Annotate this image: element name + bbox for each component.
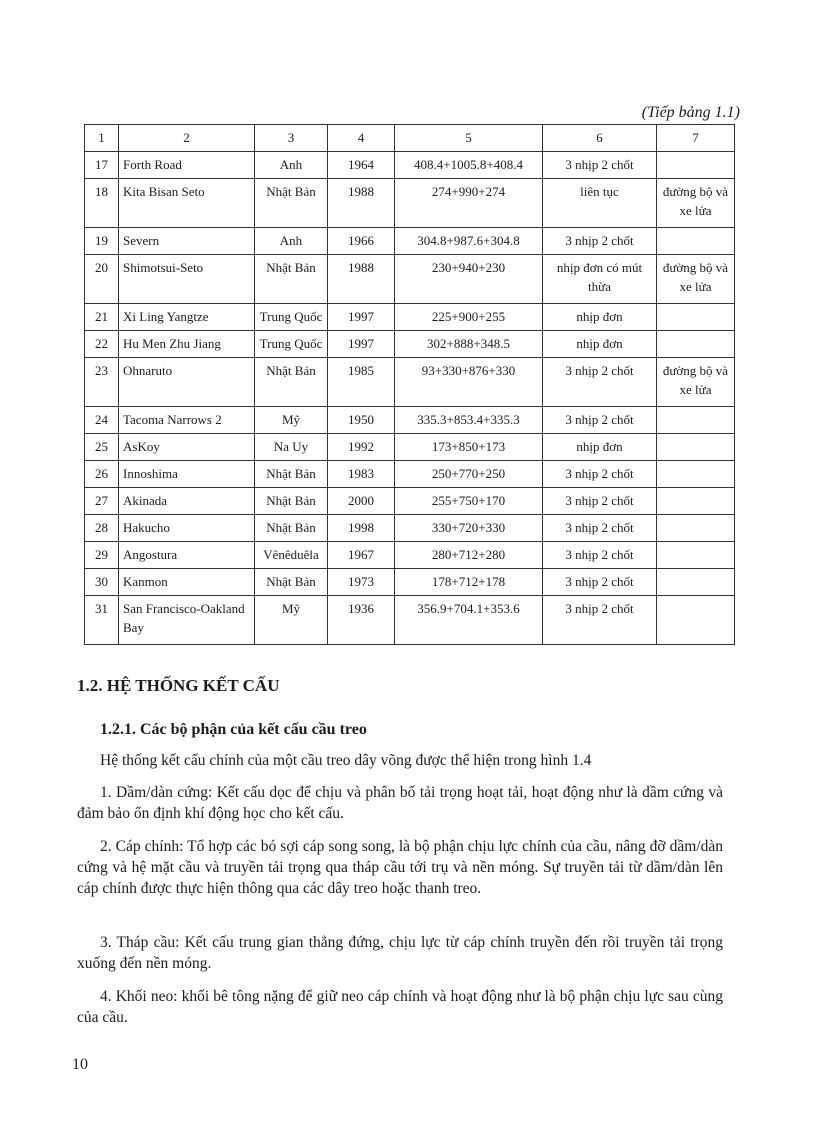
structural-type-cell: nhịp đơn có mút thừa <box>543 255 657 304</box>
usage-note-cell <box>657 569 735 596</box>
structural-type-cell: nhịp đơn <box>543 304 657 331</box>
country-cell: Trung Quốc <box>255 331 328 358</box>
year-cell: 2000 <box>328 488 395 515</box>
row-index-cell: 21 <box>85 304 119 331</box>
structural-type-cell: 3 nhịp 2 chốt <box>543 596 657 645</box>
country-cell: Mỹ <box>255 596 328 645</box>
country-cell: Anh <box>255 152 328 179</box>
paragraph-anchorage: 4. Khối neo: khối bê tông nặng để giữ neo cáp chính và hoạt động như là bộ phận chịu lực sau cùng của cầu. <box>77 988 723 1026</box>
year-cell: 1950 <box>328 407 395 434</box>
row-index-cell: 29 <box>85 542 119 569</box>
year-cell: 1997 <box>328 304 395 331</box>
year-cell: 1998 <box>328 515 395 542</box>
usage-note-cell <box>657 331 735 358</box>
country-cell: Mỹ <box>255 407 328 434</box>
usage-note-cell <box>657 542 735 569</box>
span-lengths-cell: 330+720+330 <box>395 515 543 542</box>
table-row <box>85 569 735 596</box>
row-index-cell: 17 <box>85 152 119 179</box>
year-cell: 1988 <box>328 179 395 228</box>
bridge-name-cell: Kita Bisan Seto <box>119 179 255 228</box>
table-row <box>85 542 735 569</box>
span-lengths-cell: 280+712+280 <box>395 542 543 569</box>
span-lengths-cell: 225+900+255 <box>395 304 543 331</box>
country-cell: Nhật Bản <box>255 569 328 596</box>
bridge-name-cell: Forth Road <box>119 152 255 179</box>
bridge-name-cell: Kanmon <box>119 569 255 596</box>
header-cell: 6 <box>543 125 657 152</box>
span-lengths-cell: 274+990+274 <box>395 179 543 228</box>
table-row <box>85 596 735 645</box>
span-lengths-cell: 304.8+987.6+304.8 <box>395 228 543 255</box>
bridge-name-cell: Angostura <box>119 542 255 569</box>
header-cell: 7 <box>657 125 735 152</box>
country-cell: Trung Quốc <box>255 304 328 331</box>
year-cell: 1936 <box>328 596 395 645</box>
row-index-cell: 28 <box>85 515 119 542</box>
header-cell: 4 <box>328 125 395 152</box>
structural-type-cell: 3 nhịp 2 chốt <box>543 407 657 434</box>
bridge-name-cell: Shimotsui-Seto <box>119 255 255 304</box>
row-index-cell: 31 <box>85 596 119 645</box>
year-cell: 1973 <box>328 569 395 596</box>
bridge-name-cell: Severn <box>119 228 255 255</box>
bridges-table <box>84 124 735 645</box>
header-cell: 3 <box>255 125 328 152</box>
bridge-name-cell: Innoshima <box>119 461 255 488</box>
table-row <box>85 331 735 358</box>
year-cell: 1966 <box>328 228 395 255</box>
subsection-heading: 1.2.1. Các bộ phận của kết cấu cầu treo <box>100 721 367 738</box>
header-cell: 2 <box>119 125 255 152</box>
row-index-cell: 25 <box>85 434 119 461</box>
country-cell: Nhật Bản <box>255 179 328 228</box>
usage-note-cell: đường bộ và xe lửa <box>657 179 735 228</box>
usage-note-cell <box>657 488 735 515</box>
paragraph-tower: 3. Tháp cầu: Kết cấu trung gian thẳng đứng, chịu lực từ cáp chính truyền đến rồi truyền tải trọng xuống đến nền móng. <box>77 934 723 972</box>
usage-note-cell <box>657 407 735 434</box>
bridge-name-cell: Akinada <box>119 488 255 515</box>
paragraph-intro: Hệ thống kết cấu chính của một cầu treo dây võng được thể hiện trong hình 1.4 <box>100 752 592 769</box>
section-heading: 1.2. HỆ THỐNG KẾT CẤU <box>77 676 280 695</box>
header-cell: 1 <box>85 125 119 152</box>
row-index-cell: 19 <box>85 228 119 255</box>
year-cell: 1964 <box>328 152 395 179</box>
row-index-cell: 20 <box>85 255 119 304</box>
table-row <box>85 515 735 542</box>
country-cell: Vênêduêla <box>255 542 328 569</box>
country-cell: Nhật Bản <box>255 461 328 488</box>
row-index-cell: 26 <box>85 461 119 488</box>
table-row <box>85 228 735 255</box>
year-cell: 1985 <box>328 358 395 407</box>
bridge-name-cell: San Francisco-Oakland Bay <box>119 596 255 645</box>
year-cell: 1988 <box>328 255 395 304</box>
structural-type-cell: 3 nhịp 2 chốt <box>543 488 657 515</box>
structural-type-cell: 3 nhịp 2 chốt <box>543 228 657 255</box>
usage-note-cell <box>657 228 735 255</box>
span-lengths-cell: 302+888+348.5 <box>395 331 543 358</box>
usage-note-cell <box>657 461 735 488</box>
year-cell: 1983 <box>328 461 395 488</box>
country-cell: Nhật Bản <box>255 358 328 407</box>
table-row <box>85 461 735 488</box>
table-header-row <box>85 125 735 152</box>
table-row <box>85 304 735 331</box>
page-number: 10 <box>72 1056 88 1073</box>
header-cell: 5 <box>395 125 543 152</box>
usage-note-cell <box>657 515 735 542</box>
table-row <box>85 434 735 461</box>
structural-type-cell: 3 nhịp 2 chốt <box>543 461 657 488</box>
table-row <box>85 488 735 515</box>
bridge-name-cell: Hakucho <box>119 515 255 542</box>
span-lengths-cell: 408.4+1005.8+408.4 <box>395 152 543 179</box>
span-lengths-cell: 335.3+853.4+335.3 <box>395 407 543 434</box>
year-cell: 1992 <box>328 434 395 461</box>
table-caption: (Tiếp bảng 1.1) <box>641 104 740 121</box>
structural-type-cell: nhịp đơn <box>543 434 657 461</box>
row-index-cell: 24 <box>85 407 119 434</box>
paragraph-girder: 1. Dầm/dàn cứng: Kết cấu dọc để chịu và phân bố tải trọng hoạt tải, hoạt động như là dầm cứng và đảm bảo ổn định khí động học cho kết cấu. <box>77 784 723 822</box>
bridge-name-cell: Hu Men Zhu Jiang <box>119 331 255 358</box>
span-lengths-cell: 255+750+170 <box>395 488 543 515</box>
usage-note-cell <box>657 596 735 645</box>
table-row <box>85 358 735 407</box>
table-row <box>85 152 735 179</box>
row-index-cell: 30 <box>85 569 119 596</box>
bridge-name-cell: Tacoma Narrows 2 <box>119 407 255 434</box>
span-lengths-cell: 250+770+250 <box>395 461 543 488</box>
row-index-cell: 23 <box>85 358 119 407</box>
usage-note-cell <box>657 434 735 461</box>
structural-type-cell: nhịp đơn <box>543 331 657 358</box>
country-cell: Anh <box>255 228 328 255</box>
row-index-cell: 27 <box>85 488 119 515</box>
bridge-name-cell: Xi Ling Yangtze <box>119 304 255 331</box>
table-row <box>85 255 735 304</box>
structural-type-cell: liên tục <box>543 179 657 228</box>
year-cell: 1967 <box>328 542 395 569</box>
country-cell: Nhật Bản <box>255 255 328 304</box>
country-cell: Na Uy <box>255 434 328 461</box>
table-row <box>85 407 735 434</box>
bridge-name-cell: AsKoy <box>119 434 255 461</box>
bridge-name-cell: Ohnaruto <box>119 358 255 407</box>
span-lengths-cell: 173+850+173 <box>395 434 543 461</box>
usage-note-cell: đường bộ và xe lửa <box>657 358 735 407</box>
table-row <box>85 179 735 228</box>
structural-type-cell: 3 nhịp 2 chốt <box>543 358 657 407</box>
paragraph-main-cable: 2. Cáp chính: Tổ hợp các bó sợi cáp song song, là bộ phận chịu lực chính của cầu, nâng đỡ dầm/dàn cứng và hệ mặt cầu và truyền tải trọng qua tháp cầu tới trụ và nền móng. Sự truyền tải từ dầm/dàn lên cáp chính được thực hiện thông qua các dây treo hoặc thanh treo. <box>77 838 723 897</box>
row-index-cell: 18 <box>85 179 119 228</box>
year-cell: 1997 <box>328 331 395 358</box>
structural-type-cell: 3 nhịp 2 chốt <box>543 152 657 179</box>
country-cell: Nhật Bản <box>255 488 328 515</box>
structural-type-cell: 3 nhịp 2 chốt <box>543 515 657 542</box>
span-lengths-cell: 178+712+178 <box>395 569 543 596</box>
usage-note-cell <box>657 152 735 179</box>
structural-type-cell: 3 nhịp 2 chốt <box>543 542 657 569</box>
structural-type-cell: 3 nhịp 2 chốt <box>543 569 657 596</box>
country-cell: Nhật Bản <box>255 515 328 542</box>
span-lengths-cell: 230+940+230 <box>395 255 543 304</box>
span-lengths-cell: 93+330+876+330 <box>395 358 543 407</box>
usage-note-cell: đường bộ và xe lửa <box>657 255 735 304</box>
usage-note-cell <box>657 304 735 331</box>
span-lengths-cell: 356.9+704.1+353.6 <box>395 596 543 645</box>
row-index-cell: 22 <box>85 331 119 358</box>
